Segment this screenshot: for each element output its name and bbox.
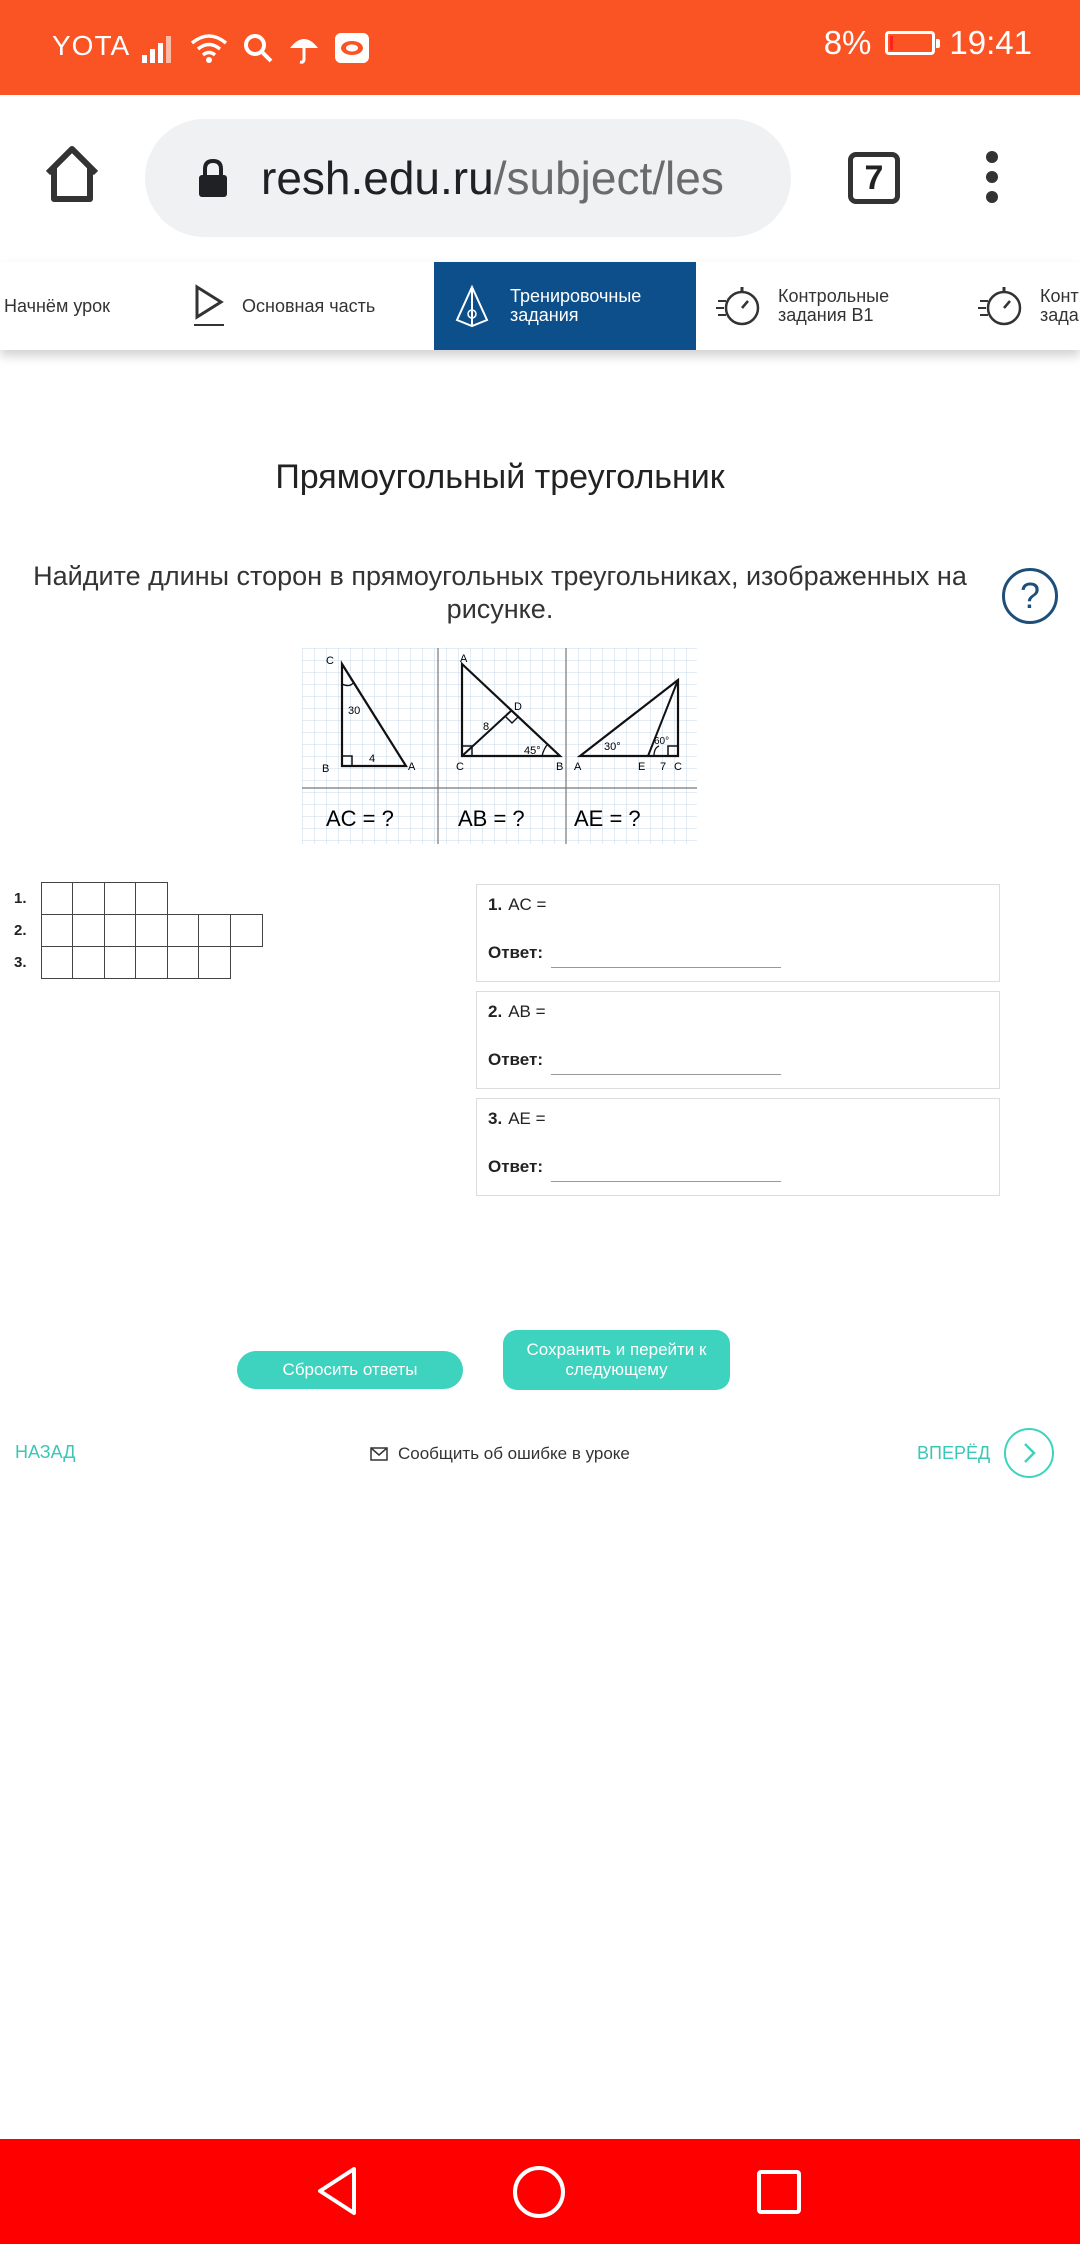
carrier-label: YOTA (52, 30, 131, 61)
back-link[interactable]: НАЗАД (15, 1442, 76, 1462)
back-icon[interactable] (314, 2165, 360, 2217)
page-title: Прямоугольный треугольник (275, 458, 725, 496)
battery-icon (885, 31, 935, 55)
stopwatch-icon (716, 283, 762, 329)
answer-input-3[interactable] (551, 1149, 781, 1182)
tab-label: Начнём урок (4, 295, 111, 316)
fig-label: B (556, 761, 564, 773)
tab-main-part[interactable] (192, 262, 375, 350)
crossword-cell[interactable] (198, 946, 231, 979)
fig-caption: AC = ? (326, 806, 394, 831)
answer-input-2[interactable] (551, 1042, 781, 1075)
stopwatch-icon (978, 283, 1024, 329)
answer-question: 1. AC = (488, 895, 547, 914)
help-button[interactable]: ? (1002, 568, 1058, 624)
battery-percent: 8% (823, 24, 872, 61)
fig-label: C (456, 761, 464, 773)
fig-label: 8 (483, 721, 490, 733)
crossword-cell[interactable] (72, 946, 105, 979)
address-bar[interactable] (145, 119, 791, 237)
mail-icon (370, 1447, 388, 1461)
lock-icon (197, 158, 229, 198)
url-text[interactable] (261, 151, 724, 205)
browser-toolbar (0, 95, 1080, 265)
crossword-row-number: 1. (14, 889, 27, 907)
tab-label: Основная часть (242, 295, 376, 316)
fig-label: C (326, 655, 334, 667)
fig-label: 7 (660, 761, 667, 773)
chevron-right-icon (1021, 1441, 1037, 1465)
crossword-cell[interactable] (41, 882, 74, 915)
fig-label: A (574, 761, 582, 773)
tab-label: Конт зада (1040, 286, 1079, 325)
recents-icon[interactable] (756, 2169, 802, 2215)
tab-start-lesson[interactable] (4, 262, 110, 350)
url-path: /subject/les (493, 152, 724, 204)
triangles-figure (302, 648, 697, 844)
status-right (824, 24, 1032, 62)
fig-caption: AB = ? (458, 806, 525, 831)
url-domain: resh.edu.ru (261, 152, 494, 204)
wifi-icon (190, 32, 228, 64)
reset-answers-button[interactable]: Сбросить ответы (237, 1351, 463, 1389)
crossword-row-1 (14, 882, 168, 914)
crossword-row-3 (14, 946, 231, 978)
answer-question: 2. AB = (488, 1002, 546, 1021)
crossword-cell[interactable] (72, 882, 105, 915)
crossword-cell[interactable] (230, 914, 263, 947)
fig-label: B (322, 763, 330, 775)
fig-label: 45° (524, 745, 541, 757)
save-and-next-button[interactable]: Сохранить и перейти к следующему (503, 1330, 730, 1390)
tab-training-tasks[interactable] (434, 262, 696, 350)
pyramid-icon (454, 284, 490, 328)
status-icons (142, 28, 370, 68)
crossword-row-number: 2. (14, 921, 27, 939)
fig-label: 30 (348, 705, 361, 717)
signal-icon (142, 33, 176, 63)
crossword-cell[interactable] (198, 914, 231, 947)
more-menu-icon[interactable] (984, 149, 1000, 205)
clock: 19:41 (949, 24, 1032, 61)
crossword-cell[interactable] (72, 914, 105, 947)
crossword-cell[interactable] (104, 946, 137, 979)
crossword-cell[interactable] (167, 946, 200, 979)
answer-question: 3. AE = (488, 1109, 546, 1128)
answer-label: Ответ: (488, 1157, 543, 1176)
crossword-cell[interactable] (41, 946, 74, 979)
report-error-label: Сообщить об ошибке в уроке (398, 1444, 630, 1463)
fig-label: 60° (654, 736, 670, 747)
tab-label: Контрольные задания В1 (778, 286, 890, 325)
answer-card-2 (476, 991, 1000, 1089)
crossword-cell[interactable] (167, 914, 200, 947)
answer-card-1 (476, 884, 1000, 982)
umbrella-icon (288, 32, 320, 64)
answer-label: Ответ: (488, 1050, 543, 1069)
fig-label: E (638, 761, 646, 773)
crossword-cell[interactable] (104, 882, 137, 915)
app-notification-icon (334, 32, 370, 64)
fig-label: 30° (604, 741, 621, 753)
fig-label: 4 (369, 753, 376, 765)
crossword-row-number: 3. (14, 953, 27, 971)
home-icon[interactable] (44, 145, 100, 203)
crossword-cell[interactable] (135, 946, 168, 979)
fig-label: A (408, 761, 416, 773)
crossword-cell[interactable] (135, 914, 168, 947)
fig-label: D (514, 701, 522, 713)
answer-card-3 (476, 1098, 1000, 1196)
fig-caption: AE = ? (574, 806, 641, 831)
home-circle-icon[interactable] (512, 2165, 566, 2219)
search-icon (242, 32, 274, 64)
answer-label: Ответ: (488, 943, 543, 962)
tab-switcher-button[interactable]: 7 (848, 152, 900, 204)
tab-control-tasks-b2[interactable] (978, 262, 1079, 350)
tab-label: Тренировочные задания (510, 286, 642, 325)
lesson-section-tabs (0, 262, 1080, 350)
answer-input-1[interactable] (551, 935, 781, 968)
system-nav-bar (0, 2139, 1080, 2244)
status-bar (0, 0, 1080, 95)
crossword-cell[interactable] (41, 914, 74, 947)
fig-label: A (460, 653, 468, 665)
crossword-row-2 (14, 914, 263, 946)
forward-button[interactable] (1004, 1428, 1054, 1478)
tab-control-tasks-b1[interactable] (716, 262, 889, 350)
forward-link[interactable]: ВПЕРЁД (917, 1443, 991, 1463)
question-text: Найдите длины сторон в прямоугольных треугольниках, изображенных на рисунке. (33, 561, 967, 624)
crossword-cell[interactable] (104, 914, 137, 947)
play-icon (192, 283, 226, 329)
fig-label: C (674, 761, 682, 773)
crossword-cell[interactable] (135, 882, 168, 915)
report-error-link[interactable] (370, 1444, 630, 1464)
